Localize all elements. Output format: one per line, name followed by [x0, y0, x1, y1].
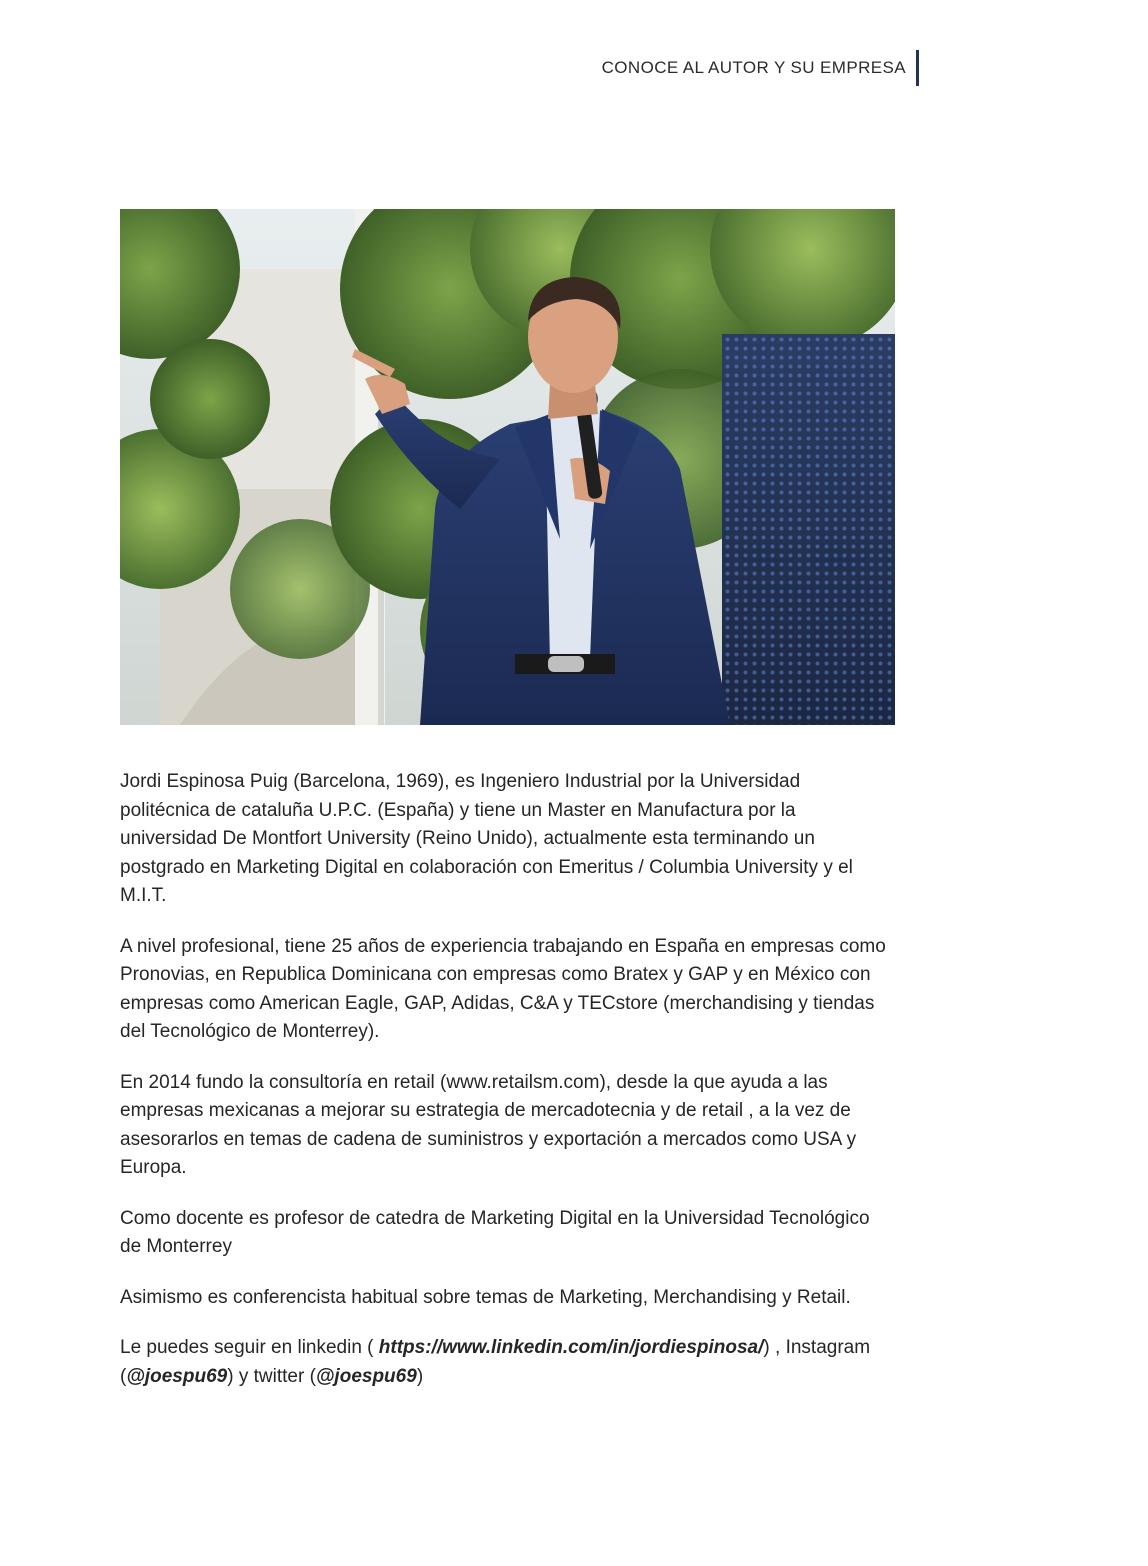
bio-paragraph-social — [120, 1334, 890, 1391]
social-mid-2: ) y twitter ( — [227, 1365, 316, 1387]
instagram-handle[interactable]: @joespu69 — [126, 1365, 228, 1387]
bio-paragraph-teaching: Como docente es profesor de catedra de Marketing Digital en la Universidad Tecnológico de Monterrey — [120, 1207, 870, 1257]
author-photo — [120, 209, 895, 725]
bio-paragraph-consultancy: En 2014 fundo la consultoría en retail (www.retailsm.com), desde la que ayuda a las empresas mexicanas a mejorar su estrategia de mercadotecnia y de retail , a la vez de asesorarlos en temas de cadena de suministros y exportación a mercados como USA y Europa. — [120, 1071, 857, 1178]
header-vertical-rule — [916, 50, 919, 86]
running-header — [602, 50, 919, 86]
bio-paragraph-education: Jordi Espinosa Puig (Barcelona, 1969), es Ingeniero Industrial por la Universidad politécnica de cataluña U.P.C. (España) y tiene un Master en Manufactura por la universidad De Montfort University (Reino Unido), actualmente esta terminando un postgrado en Marketing Digital en colaboración con Emeritus / Columbia University y el M.I.T. — [120, 771, 853, 906]
social-prefix: Le puedes seguir en linkedin ( — [120, 1337, 379, 1358]
linkedin-link[interactable]: https://www.linkedin.com/in/jordiespinosa/ — [378, 1337, 764, 1358]
running-header-title: CONOCE AL AUTOR Y SU EMPRESA — [601, 58, 906, 77]
twitter-handle[interactable]: @joespu69 — [315, 1365, 417, 1387]
author-photo-illustration — [120, 209, 895, 725]
social-mid-1: ) , Instagram ( — [120, 1337, 871, 1387]
author-bio — [120, 768, 890, 1413]
bio-paragraph-experience: A nivel profesional, tiene 25 años de experiencia trabajando en España en empresas como Pronovias, en Republica Dominicana con empresas como Bratex y GAP y en México con empresas como American Eagle, GAP, Adidas, C&A y TECstore (merchandising y tiendas del Tecnológico de Monterrey). — [120, 935, 886, 1042]
bio-paragraph-speaking: Asimismo es conferencista habitual sobre temas de Marketing, Merchandising y Retail. — [120, 1286, 851, 1308]
social-suffix: ) — [416, 1365, 424, 1387]
